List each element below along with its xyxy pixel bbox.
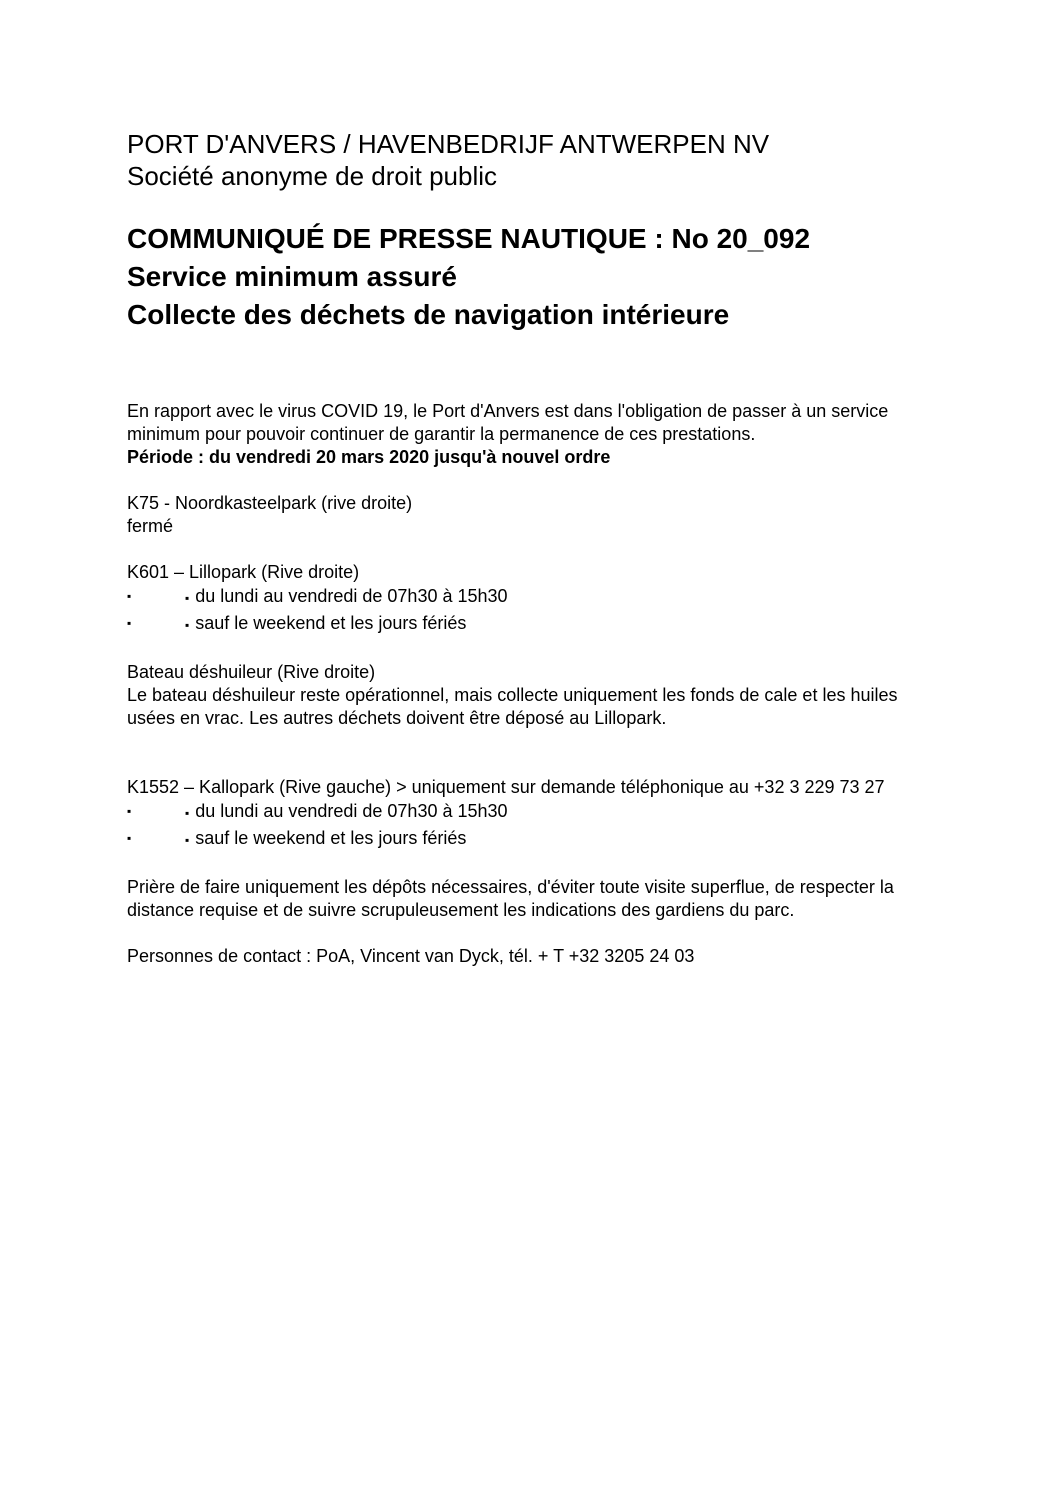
k75-heading: K75 - Noordkasteelpark (rive droite): [127, 493, 413, 513]
bullet-text: sauf le weekend et les jours fériés: [195, 613, 467, 633]
k75-status: fermé: [127, 516, 174, 536]
k601-section: [127, 561, 927, 638]
contact-section: [127, 945, 927, 968]
k601-heading: K601 – Lillopark (Rive droite): [127, 562, 360, 582]
document-page: [127, 128, 927, 968]
k1552-heading: K1552 – Kallopark (Rive gauche) > uniquement sur demande téléphonique au +32 3 229 73 27: [127, 777, 885, 797]
intro-paragraph: En rapport avec le virus COVID 19, le Port d'Anvers est dans l'obligation de passer à un service minimum pour pouvoir continuer de garantir la permanence de ces prestations.: [127, 401, 889, 444]
bullet-icon: ▪: [185, 806, 190, 820]
bullet-icon: ▪: [185, 591, 190, 605]
bullet-icon: ▪: [127, 616, 132, 630]
title-line-3: Collecte des déchets de navigation intérieure: [127, 299, 730, 330]
deshuileur-paragraph: Le bateau déshuileur reste opérationnel, mais collecte uniquement les fonds de cale et les huiles usées en vrac. Les autres déchets doivent être déposé au Lillopark.: [127, 685, 898, 728]
list-item: [127, 584, 927, 611]
request-paragraph: Prière de faire uniquement les dépôts nécessaires, d'éviter toute visite superflue, de respecter la distance requise et de suivre scrupuleusement les indications des gardiens du parc.: [127, 877, 894, 920]
list-item: [127, 826, 927, 853]
organization-header: [127, 128, 927, 192]
request-section: [127, 876, 927, 922]
deshuileur-heading: Bateau déshuileur (Rive droite): [127, 662, 376, 682]
list-item: [127, 799, 927, 826]
k75-section: [127, 492, 927, 538]
title-line-2: Service minimum assuré: [127, 261, 457, 292]
bullet-icon: ▪: [185, 618, 190, 632]
intro-section: [127, 400, 927, 469]
bullet-icon: ▪: [127, 831, 132, 845]
bullet-icon: ▪: [127, 589, 132, 603]
bullet-icon: ▪: [185, 833, 190, 847]
organization-name: PORT D'ANVERS / HAVENBEDRIJF ANTWERPEN NV: [127, 129, 770, 159]
organization-subtitle: Société anonyme de droit public: [127, 161, 498, 191]
bullet-text: sauf le weekend et les jours fériés: [195, 828, 467, 848]
list-item: [127, 611, 927, 638]
bullet-icon: ▪: [127, 804, 132, 818]
k1552-bullet-list: [127, 799, 927, 853]
k1552-section: [127, 776, 927, 853]
period-statement: Période : du vendredi 20 mars 2020 jusqu'à nouvel ordre: [127, 447, 611, 467]
deshuileur-section: [127, 661, 927, 730]
bullet-text: du lundi au vendredi de 07h30 à 15h30: [195, 586, 508, 606]
title-line-1: COMMUNIQUÉ DE PRESSE NAUTIQUE : No 20_092: [127, 223, 811, 254]
bullet-text: du lundi au vendredi de 07h30 à 15h30: [195, 801, 508, 821]
contact-line: Personnes de contact : PoA, Vincent van Dyck, tél. + T +32 3205 24 03: [127, 946, 695, 966]
k601-bullet-list: [127, 584, 927, 638]
press-release-title: [127, 220, 927, 334]
